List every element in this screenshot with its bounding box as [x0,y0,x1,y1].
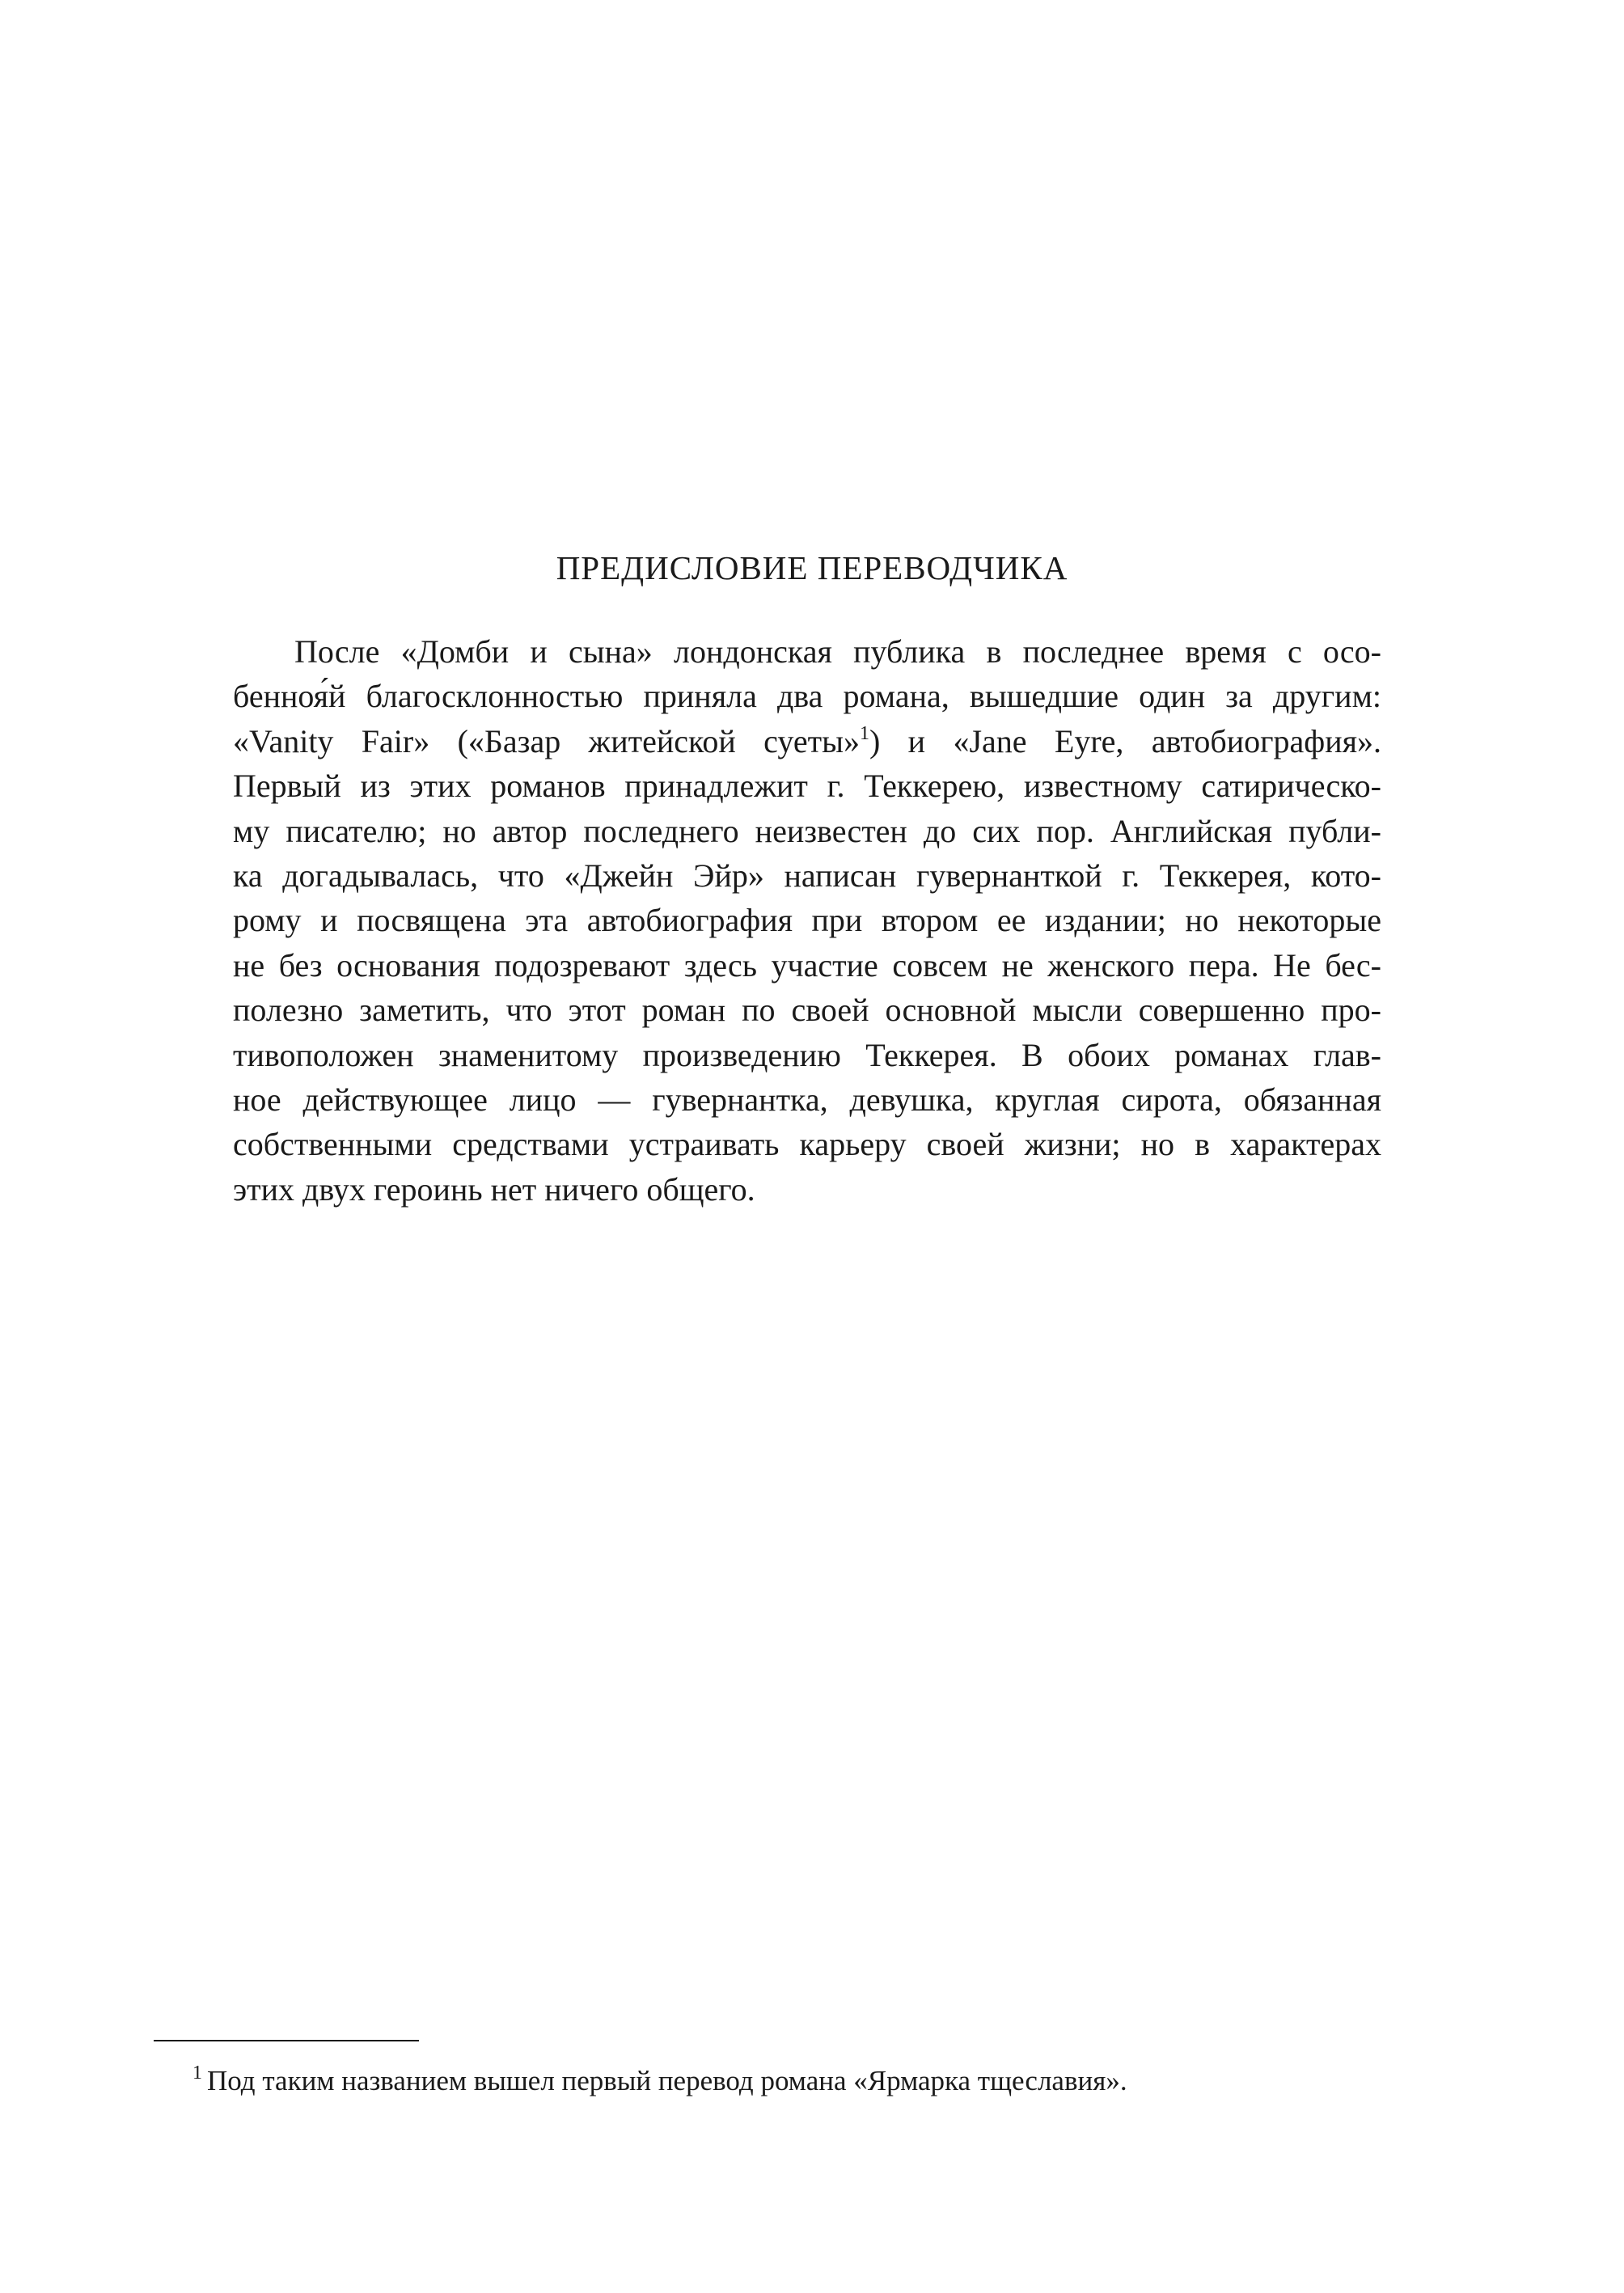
footnote-divider [154,2040,419,2041]
paragraph-line: ка догадывалась, что «Джейн Эйр» написан гувернанткой г. Теккерея, кото- [233,857,1381,894]
paragraph-line: рому и посвящена эта автобиография при втором ее издании; но некоторые [233,902,1381,939]
page-title: ПРЕДИСЛОВИЕ ПЕРЕВОДЧИКА [556,549,1068,586]
paragraph-line: Первый из этих романов принадлежит г. Теккерею, известному сатирическо- [233,768,1381,805]
footnote [192,2061,1127,2101]
paragraph-line: му писателю; но автор последнего неизвестен до сих пор. Английская публи- [233,812,1381,849]
paragraph-line: не без основания подозревают здесь участие совсем не женского пера. Не бес- [233,946,1381,984]
paragraph-line: После «Домби и сына» лондонская публика в последнее время с осо- [294,633,1381,670]
paragraph-line [233,719,1381,764]
footnote-number: 1 [192,2062,202,2084]
paragraph-line: тивоположен знаменитому произведению Теккерея. В обоих романах глав- [233,1036,1381,1073]
paragraph-line: этих двух героинь нет ничего общего. [233,1170,755,1208]
paragraph-line-part: «Vanity Fair» («Базар житейской суеты» [233,722,860,759]
footnote-text: Под таким названием вышел первый перевод романа «Ярмарка тщеславия». [207,2065,1127,2096]
paragraph-line-part: ) и «Jane Eyre, автобиография». [869,722,1381,759]
paragraph-line: полезно заметить, что этот роман по своей основной мысли совершенно про- [233,992,1381,1029]
preface-paragraph [233,629,1381,1212]
paragraph-line: бенноя́й благосклонностью приняла два романа, вышедшие один за другим: [233,678,1381,715]
paragraph-line: ное действующее лицо — гувернантка, девушка, круглая сирота, обязанная [233,1081,1381,1118]
footnote-reference[interactable]: 1 [859,722,869,744]
paragraph-line: собственными средствами устраивать карьеру своей жизни; но в характерах [233,1126,1381,1163]
